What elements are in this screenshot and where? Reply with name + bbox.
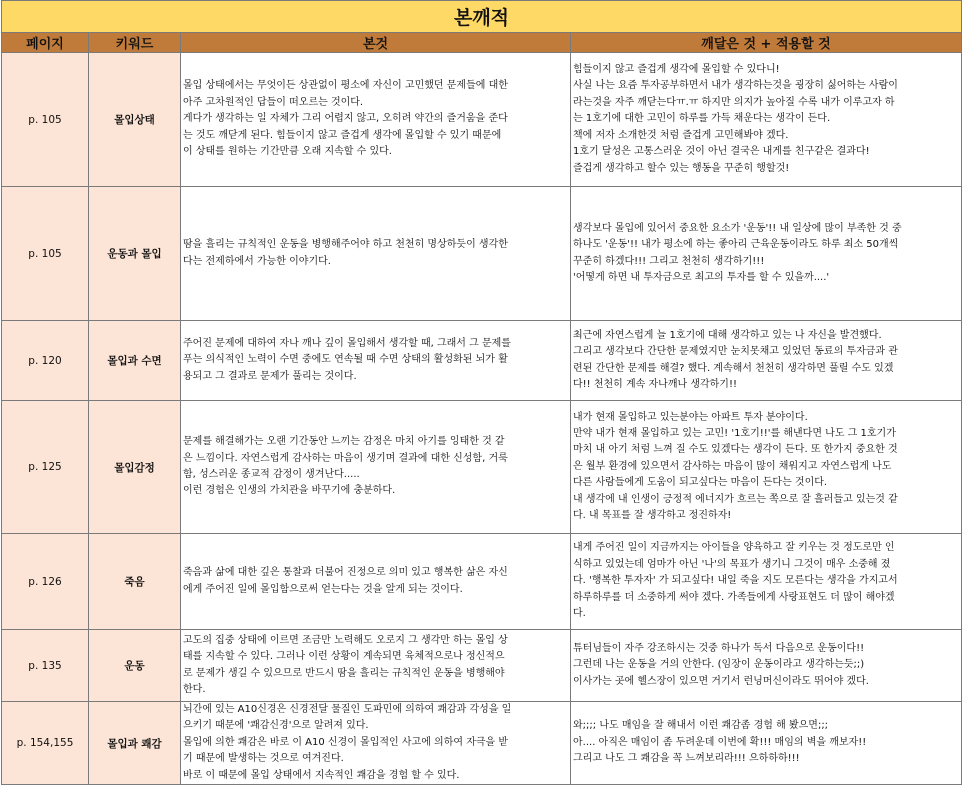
page-cell: p. 126 [2, 534, 89, 630]
seen-line: 은 느낌이다. 자연스럽게 감사하는 마음이 생기며 결과에 대한 신성함, 거룩 [183, 452, 508, 464]
seen-line: 용되고 그 결과로 문제가 풀리는 것이다. [183, 370, 357, 382]
header-realized: 깨달은 것 + 적용할 것 [571, 33, 962, 53]
seen-line: 한다. [183, 683, 206, 695]
seen-cell [181, 187, 571, 321]
table-row [2, 53, 962, 187]
realized-line: 아.... 아직은 매임이 좀 두려운데 이번에 확!!! 매임의 벽을 깨보자!! [573, 736, 867, 748]
page-cell: p. 105 [2, 53, 89, 187]
realized-line: 즐겁게 생각하고 할수 있는 행동을 꾸준히 행할것! [573, 162, 790, 174]
seen-line: 몰입 상태에서는 무엇이든 상관없이 평소에 자신이 고민했던 문제들에 대한 [183, 80, 508, 92]
realized-line: 꾸준히 하겠다!!! 그리고 천천히 생각하기!!! [573, 255, 765, 267]
seen-line: 이런 경험은 인생의 가치관을 바꾸기에 충분하다. [183, 485, 396, 497]
realized-cell [571, 321, 962, 401]
seen-line: 뇌간에 있는 A10신경은 신경전달 물질인 도파민에 의하여 쾌감과 각성을 일 [183, 704, 512, 715]
seen-line: 함, 성스러운 종교적 감정이 생겨난다..... [183, 469, 360, 480]
realized-line: 다. 내 목표를 잘 생각하고 정진하자! [573, 510, 732, 522]
seen-line: 아주 고차원적인 답들이 떠오르는 것이다. [183, 96, 364, 108]
seen-line: 다는 전제하에서 가능한 이야기다. [183, 255, 331, 267]
realized-line: 1호기 달성은 고통스러운 것이 아닌 결국은 내게를 친구같은 결과다! [573, 146, 870, 158]
seen-line: 땀을 흘리는 규칙적인 운동을 병행해주어야 하고 천천히 명상하듯이 생각한 [183, 239, 508, 251]
realized-line: 그리고 생각보다 간단한 문제였지만 눈치못채고 있었던 동료의 투자금과 관 [573, 346, 898, 358]
seen-line: 주어진 문제에 대하여 자나 깨나 깊이 몰입해서 생각할 때, 그래서 그 문제를 [183, 337, 511, 349]
realized-line: 련된 간단한 문제를 해결? 했다. 계속해서 천천히 생각하면 풀릴 수도 있겠 [573, 362, 894, 374]
realized-cell [571, 187, 962, 321]
seen-cell [181, 53, 571, 187]
realized-line: 그런데 나는 운동을 거의 안한다. (임장이 운동이라고 생각하는듯;;) [573, 659, 865, 671]
keyword-cell: 몰입감정 [89, 401, 181, 534]
realized-line: 하루하루를 더 소중하게 써야 겠다. 가족들에게 사랑표현도 더 많이 해야겠 [573, 591, 895, 603]
realized-line: 는 1호기에 대한 고민이 하루를 가득 채운다는 생각이 든다. [573, 113, 831, 125]
realized-line: 튜터님들이 자주 강조하시는 것중 하나가 독서 다음으로 운동이다!! [573, 642, 865, 654]
realized-line: 다른 사람들에게 도움이 되고싶다는 마음이 든다는 것이다. [573, 477, 828, 489]
seen-line: 으키기 때문에 '쾌감신경'으로 알려져 있다. [183, 720, 369, 732]
keyword-cell: 운동과 몰입 [89, 187, 181, 321]
seen-cell [181, 534, 571, 630]
table-row [2, 401, 962, 534]
keyword-cell: 운동 [89, 630, 181, 702]
realized-line: 내 생각에 내 인생이 긍정적 에너지가 흐르는 쪽으로 잘 흘러들고 있는것 같 [573, 493, 898, 505]
notes-table [1, 0, 962, 785]
seen-line: 문제를 해결해가는 오랜 기간동안 느끼는 감정은 마치 아기를 잉태한 것 같 [183, 436, 505, 448]
table-row [2, 187, 962, 321]
seen-line: 에게 주어진 일에 몰입함으로써 얻는다는 것을 알게 되는 것이다. [183, 583, 463, 595]
header-page: 페이지 [2, 33, 89, 53]
header-keyword: 키워드 [89, 33, 181, 53]
table-row [2, 534, 962, 630]
keyword-cell: 몰입상태 [89, 53, 181, 187]
keyword-cell: 몰입과 수면 [89, 321, 181, 401]
realized-line: 다. [573, 608, 586, 620]
realized-cell [571, 702, 962, 785]
realized-line: 최근에 자연스럽게 늘 1호기에 대해 생각하고 있는 나 자신을 발견했다. [573, 329, 882, 341]
seen-line: 로 문제가 생길 수 있으므로 반드시 땀을 흘리는 규칙적인 운동을 병행해야 [183, 667, 505, 679]
realized-line: 내게 주어진 일이 지금까지는 아이들을 양육하고 잘 키우는 것 정도로만 인 [573, 542, 895, 554]
realized-line: 사실 나는 요즘 투자공부하면서 내가 생각하는것을 굉장히 싫어하는 사람이 [573, 80, 898, 92]
seen-line: 죽음과 삶에 대한 깊은 통찰과 더불어 진정으로 의미 있고 행복한 삶은 자신 [183, 567, 508, 579]
seen-line: 고도의 집중 상태에 이르면 조금만 노력해도 오로지 그 생각만 하는 몰입 상 [183, 634, 508, 646]
realized-line: 다!! 천천히 계속 자나깨나 생각하기!! [573, 378, 737, 390]
table-row [2, 630, 962, 702]
seen-line: 는 것도 깨닫게 된다. 힘들이지 않고 즐겁게 생각에 몰입할 수 있기 때문에 [183, 129, 502, 141]
header-row [2, 33, 962, 53]
realized-line: 은 월부 환경에 있으면서 감사하는 마음이 많이 채워지고 자연스럽게 나도 [573, 460, 892, 472]
table-body [2, 53, 962, 785]
realized-line: 만약 내가 현재 몰입하고 있는 고민! '1호기!!'를 해낸다면 나도 그 1호기가 [573, 427, 896, 439]
seen-line: 이 상태를 원하는 기간만큼 오래 지속할 수 있다. [183, 146, 392, 158]
seen-line: 기 때문에 발생하는 것으로 여겨진다. [183, 753, 344, 765]
seen-cell [181, 702, 571, 785]
title-row [2, 1, 962, 33]
page-cell: p. 125 [2, 401, 89, 534]
seen-line: 바로 이 때문에 몰입 상태에서 지속적인 쾌감을 경험 할 수 있다. [183, 769, 460, 781]
realized-line: 라는것을 자주 깨닫는다ㅠ.ㅠ 하지만 의지가 높아질 수록 내가 이루고자 하 [573, 96, 895, 108]
realized-cell [571, 53, 962, 187]
realized-cell [571, 534, 962, 630]
realized-line: 힘들이지 않고 즐겁게 생각에 몰입할 수 있다니! [573, 64, 780, 76]
seen-cell [181, 401, 571, 534]
realized-line: 책에 저자 소개한것 처럼 즐겁게 고민해봐야 겠다. [573, 129, 789, 141]
realized-line: 생각보다 몰입에 있어서 중요한 요소가 '운동'!! 내 일상에 많이 부족한 것 중 [573, 222, 902, 234]
realized-line: 하나도 '운동'!! 내가 평소에 하는 좋아리 근육운동이라도 하루 최소 50개씩 [573, 239, 899, 251]
keyword-cell: 몰입과 쾌감 [89, 702, 181, 785]
realized-line: 이사가는 곳에 헬스장이 있으면 거기서 런닝머신이라도 뛰어야 겠다. [573, 675, 869, 687]
table-row [2, 702, 962, 785]
seen-line: 몰입에 의한 쾌감은 바로 이 A10 신경이 몰입적인 사고에 의하여 자극을 받 [183, 736, 509, 748]
page-cell: p. 135 [2, 630, 89, 702]
realized-cell [571, 630, 962, 702]
page-cell: p. 120 [2, 321, 89, 401]
realized-line: 와;;;; 나도 매임을 잘 해내서 이런 쾌감좀 경험 해 봤으면;;; [573, 720, 829, 732]
realized-line: '어떻게 하면 내 투자금으로 최고의 투자를 할 수 있을까....' [573, 271, 830, 283]
realized-cell [571, 401, 962, 534]
seen-line: 태를 지속할 수 있다. 그러나 이런 상황이 계속되면 육체적으로나 정신적으 [183, 651, 505, 663]
seen-cell [181, 630, 571, 702]
page-cell: p. 105 [2, 187, 89, 321]
seen-line: 게다가 생각하는 일 자체가 그리 어렵지 않고, 오히려 약간의 즐거움을 준다 [183, 113, 508, 125]
sheet-title: 본깨적 [2, 1, 962, 33]
page-cell: p. 154,155 [2, 702, 89, 785]
seen-cell [181, 321, 571, 401]
seen-line: 푸는 의식적인 노력이 수면 중에도 연속될 때 수면 상태의 활성화된 뇌가 활 [183, 354, 508, 366]
keyword-cell: 죽음 [89, 534, 181, 630]
realized-line: 내가 현재 몰입하고 있는분야는 아파트 투자 분야이다. [573, 411, 808, 423]
header-seen: 본것 [181, 33, 571, 53]
realized-line: 다. '행복한 투자자' 가 되고싶다! 내일 죽을 지도 모른다는 생각을 가지고서 [573, 575, 898, 587]
realized-line: 마치 내 아기 처럼 느껴 질 수도 있겠다는 생각이 든다. 또 한가지 중요한 것 [573, 444, 898, 456]
realized-line: 그리고 나도 그 쾌감을 꼭 느껴보리라!!! 으하하하!!! [573, 753, 800, 765]
table-row [2, 321, 962, 401]
realized-line: 식하고 있었는데 엄마가 아닌 '나'의 목표가 생기니 그것이 매우 소중해 졌 [573, 558, 891, 570]
